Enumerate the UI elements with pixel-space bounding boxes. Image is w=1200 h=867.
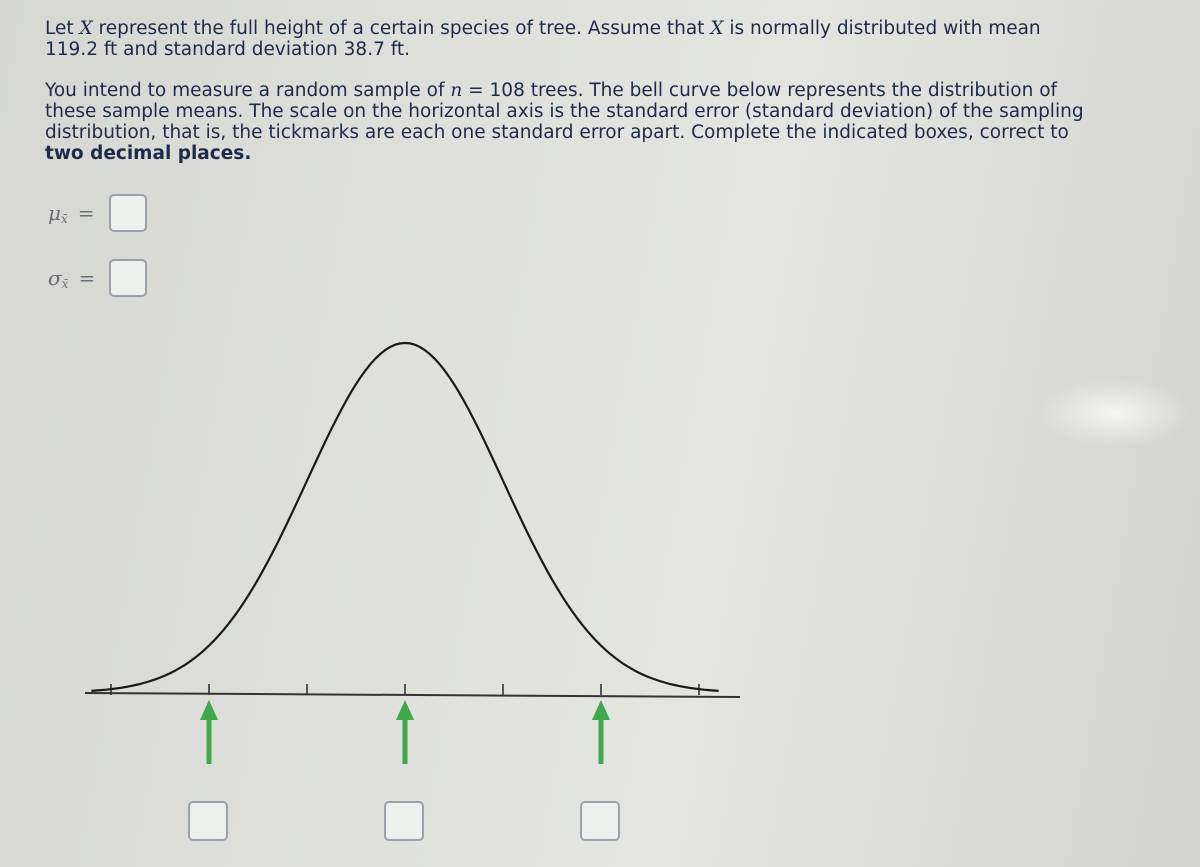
tick-arrows [200,700,610,764]
var-n: n [450,80,463,101]
tick-value-answer-box[interactable] [384,801,424,841]
problem-paragraph-1: Let X represent the full height of a certain species of tree. Assume that X is normally distributed with mean 119.2 ft and standard deviation 38.7 ft. [45,18,1041,60]
mu-symbol: μ [48,201,61,225]
var-x: X [710,18,724,39]
bell-curve-line [91,343,718,691]
arrow-up-icon [200,700,218,764]
sigma-subscript: x̄ [61,277,69,291]
tick-value-answer-box[interactable] [580,801,620,841]
x-axis-line [85,693,740,697]
mu-subscript: x̄ [61,212,68,226]
var-x: X [79,18,93,39]
equals-sign: = [77,201,95,225]
arrow-up-icon [592,700,610,764]
bold-instruction: two decimal places. [45,143,252,164]
problem-paragraph-2: You intend to measure a random sample of n = 108 trees. The bell curve below represents the distribution of these sample means. The scale on the horizontal axis is the standard error (standard deviation) of the sampling distribution, that is, the tickmarks are each one standard error apart. Complete the indicated boxes, correct to two decimal places. [45,80,1084,164]
equals-sign: = [78,266,96,290]
arrow-up-icon [396,700,414,764]
tick-value-answer-box[interactable] [188,801,228,841]
sigma-symbol: σ [48,266,62,290]
